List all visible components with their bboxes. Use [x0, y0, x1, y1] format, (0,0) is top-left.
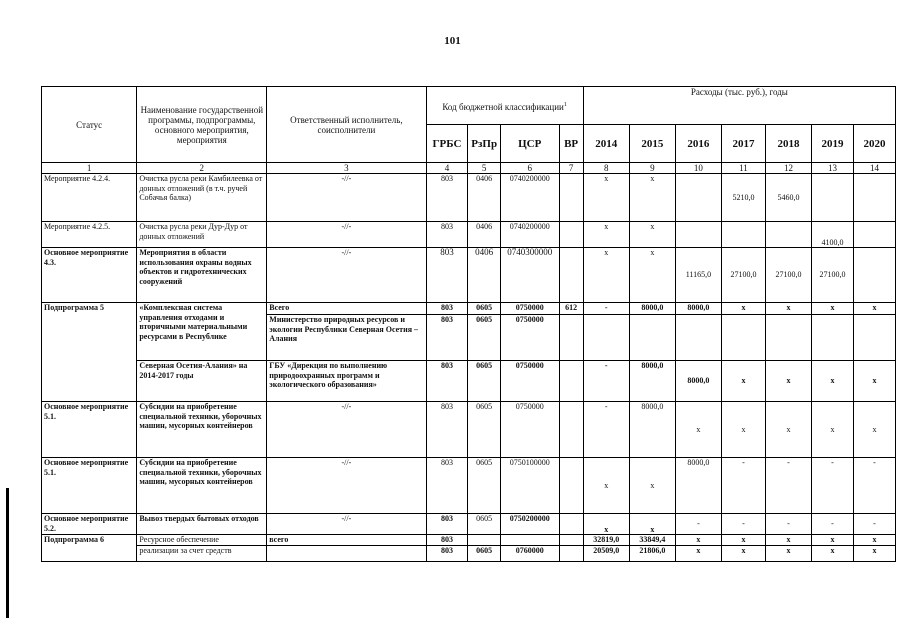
cell-2017: x: [721, 535, 765, 546]
row-name-part: Северная Осетия-Алания» на 2014-2017 годы: [137, 361, 267, 402]
row-status: Мероприятие 4.2.5.: [42, 222, 137, 248]
cell-rzpr: 0605: [468, 361, 500, 402]
page-number: 101: [444, 35, 461, 47]
row-name-part: Ресурсное обеспечение: [137, 535, 267, 546]
header-csr: ЦСР: [500, 125, 559, 163]
cell-2017: -: [721, 458, 765, 514]
cell-2017: x: [721, 546, 765, 562]
cell-rzpr: 0406: [468, 248, 500, 303]
cell-grbs: 803: [426, 315, 468, 361]
row-executor: -//-: [267, 222, 426, 248]
cell-rzpr: 0605: [468, 303, 500, 315]
cell-csr: 0750000: [500, 303, 559, 315]
cell-2015: x: [629, 514, 675, 535]
row-name-part: реализации за счет средств: [137, 546, 267, 562]
cell-2020: x: [853, 402, 895, 458]
cell-grbs: 803: [426, 514, 468, 535]
header-rzpr: РзПр: [468, 125, 500, 163]
col-number: 9: [629, 163, 675, 174]
cell-2018: -: [765, 514, 811, 535]
cell-2016: -: [675, 514, 721, 535]
cell-2016: x: [675, 402, 721, 458]
scan-margin-bar: [6, 488, 9, 618]
cell-2015: x: [629, 222, 675, 248]
cell-2020: [853, 174, 895, 222]
cell-2019: 4100,0: [812, 222, 854, 248]
cell-csr: 0760000: [500, 546, 559, 562]
row-executor: всего: [267, 535, 426, 546]
cell-2019: 27100,0: [812, 248, 854, 303]
table-row: [42, 222, 896, 248]
cell-2014: 20509,0: [583, 546, 629, 562]
col-number: 4: [426, 163, 468, 174]
row-executor: ГБУ «Дирекция по выполнению природоохранных программ и экологического образования»: [267, 361, 426, 402]
cell-2018: x: [765, 361, 811, 402]
col-number: 7: [559, 163, 583, 174]
cell-csr: 0750200000: [500, 514, 559, 535]
cell-csr: [500, 535, 559, 546]
col-number: 10: [675, 163, 721, 174]
cell-rzpr: 0605: [468, 514, 500, 535]
cell-2016: 8000,0: [675, 458, 721, 514]
cell-grbs: 803: [426, 248, 468, 303]
cell-2020: [853, 222, 895, 248]
header-budget-code-label: Код бюджетной классификации: [442, 101, 564, 112]
cell-csr: 0750100000: [500, 458, 559, 514]
header-year: 2016: [675, 125, 721, 163]
cell-2014: x: [583, 248, 629, 303]
row-status: Основное мероприятие 5.2.: [42, 514, 137, 535]
cell-2018: x: [765, 402, 811, 458]
cell-2016: 8000,0: [675, 303, 721, 315]
cell-2014: x: [583, 458, 629, 514]
row-status: Основное мероприятие 4.3.: [42, 248, 137, 303]
cell-vr: [559, 315, 583, 361]
row-executor: Всего: [267, 303, 426, 315]
cell-2015: 8000,0: [629, 303, 675, 315]
cell-rzpr: 0605: [468, 458, 500, 514]
cell-2020: -: [853, 514, 895, 535]
cell-2018: x: [765, 303, 811, 315]
cell-2017: -: [721, 514, 765, 535]
cell-2020: [853, 248, 895, 303]
col-number: 14: [853, 163, 895, 174]
row-name: Субсидии на приобретение специальной техники, уборочных машин, мусорных контейнеров: [137, 402, 267, 458]
cell-grbs: 803: [426, 361, 468, 402]
row-status: Подпрограмма 6: [42, 535, 137, 562]
table-row: [42, 546, 896, 562]
table-row: [42, 458, 896, 514]
table-row: [42, 303, 896, 315]
cell-vr: [559, 535, 583, 546]
cell-rzpr: 0605: [468, 402, 500, 458]
cell-2014: x: [583, 222, 629, 248]
cell-grbs: 803: [426, 546, 468, 562]
cell-vr: [559, 402, 583, 458]
cell-csr: 0740200000: [500, 222, 559, 248]
cell-2020: x: [853, 535, 895, 546]
row-executor: [267, 546, 426, 562]
cell-vr: [559, 546, 583, 562]
cell-2015: x: [629, 248, 675, 303]
cell-2018: -: [765, 458, 811, 514]
cell-csr: 0750000: [500, 361, 559, 402]
col-number: 5: [468, 163, 500, 174]
col-number: 2: [137, 163, 267, 174]
cell-2017: 5210,0: [721, 174, 765, 222]
table-row: [42, 514, 896, 535]
cell-2015: 33849,4: [629, 535, 675, 546]
cell-grbs: 803: [426, 303, 468, 315]
table-row: [42, 248, 896, 303]
cell-2014: -: [583, 402, 629, 458]
col-number: 12: [765, 163, 811, 174]
cell-2015: 21806,0: [629, 546, 675, 562]
col-number: 1: [42, 163, 137, 174]
cell-csr: 0740200000: [500, 174, 559, 222]
header-year: 2018: [765, 125, 811, 163]
cell-2016: x: [675, 535, 721, 546]
row-name: Мероприятия в области использования охраны водных объектов и гидротехнических сооружений: [137, 248, 267, 303]
cell-2020: x: [853, 303, 895, 315]
cell-2019: x: [812, 303, 854, 315]
cell-2017: 27100,0: [721, 248, 765, 303]
cell-2019: [812, 174, 854, 222]
cell-vr: [559, 361, 583, 402]
cell-2016: [675, 174, 721, 222]
cell-rzpr: 0406: [468, 174, 500, 222]
cell-2016: 11165,0: [675, 248, 721, 303]
header-grbs: ГРБС: [426, 125, 468, 163]
cell-csr: 0740300000: [500, 248, 559, 303]
col-number: 3: [267, 163, 426, 174]
header-year: 2014: [583, 125, 629, 163]
col-number: 6: [500, 163, 559, 174]
header-year: 2017: [721, 125, 765, 163]
cell-2014: [583, 315, 629, 361]
header-budget-code-sup: 1: [563, 101, 567, 108]
cell-csr: 0750000: [500, 402, 559, 458]
cell-2017: [721, 222, 765, 248]
cell-2014: x: [583, 514, 629, 535]
cell-grbs: 803: [426, 535, 468, 546]
cell-2019: x: [812, 546, 854, 562]
header-year: 2020: [853, 125, 895, 163]
cell-vr: [559, 174, 583, 222]
cell-grbs: 803: [426, 222, 468, 248]
cell-2014: -: [583, 303, 629, 315]
row-executor: -//-: [267, 248, 426, 303]
row-executor: -//-: [267, 514, 426, 535]
cell-2018: [765, 315, 811, 361]
cell-2015: x: [629, 458, 675, 514]
budget-table: [41, 86, 896, 562]
cell-2016: [675, 222, 721, 248]
row-executor: Министерство природных ресурсов и экологии Республики Северная Осетия – Алания: [267, 315, 426, 361]
cell-2019: x: [812, 535, 854, 546]
cell-2014: 32819,0: [583, 535, 629, 546]
row-executor: -//-: [267, 402, 426, 458]
cell-2017: x: [721, 361, 765, 402]
cell-2015: [629, 315, 675, 361]
cell-2019: x: [812, 361, 854, 402]
cell-grbs: 803: [426, 458, 468, 514]
cell-2017: x: [721, 303, 765, 315]
table-row: [42, 174, 896, 222]
cell-vr: [559, 222, 583, 248]
row-name: Очистка русла реки Дур-Дур от донных отложений: [137, 222, 267, 248]
cell-2019: [812, 315, 854, 361]
cell-2015: x: [629, 174, 675, 222]
table-row: [42, 402, 896, 458]
cell-2017: [721, 315, 765, 361]
cell-2015: 8000,0: [629, 361, 675, 402]
cell-grbs: 803: [426, 402, 468, 458]
row-name: Субсидии на приобретение специальной техники, уборочных машин, мусорных контейнеров: [137, 458, 267, 514]
col-number: 8: [583, 163, 629, 174]
cell-2018: x: [765, 535, 811, 546]
row-status: Подпрограмма 5: [42, 303, 137, 402]
cell-2019: x: [812, 402, 854, 458]
cell-2020: x: [853, 546, 895, 562]
cell-2018: x: [765, 546, 811, 562]
table-row: [42, 361, 896, 402]
row-name: Вывоз твердых бытовых отходов: [137, 514, 267, 535]
cell-rzpr: 0605: [468, 315, 500, 361]
header-year: 2019: [812, 125, 854, 163]
row-name-part: «Комплексная система управления отходами и вторичными материальными ресурсами в Республике: [137, 303, 267, 361]
cell-2020: x: [853, 361, 895, 402]
header-name: Наименование государственной программы, подпрограммы, основного мероприятия, мероприятия: [137, 87, 267, 163]
header-vr: ВР: [559, 125, 583, 163]
cell-2014: x: [583, 174, 629, 222]
row-status: Основное мероприятие 5.1.: [42, 458, 137, 514]
col-number: 11: [721, 163, 765, 174]
table-row: [42, 535, 896, 546]
cell-2018: 5460,0: [765, 174, 811, 222]
cell-2016: 8000,0: [675, 361, 721, 402]
col-number: 13: [812, 163, 854, 174]
cell-2015: 8000,0: [629, 402, 675, 458]
cell-vr: 612: [559, 303, 583, 315]
row-status: Мероприятие 4.2.4.: [42, 174, 137, 222]
cell-2019: -: [812, 458, 854, 514]
header-year: 2015: [629, 125, 675, 163]
header-status: Статус: [42, 87, 137, 163]
row-name: Очистка русла реки Камбилеевка от донных отложений (в т.ч. ручей Собачья балка): [137, 174, 267, 222]
cell-rzpr: 0406: [468, 222, 500, 248]
cell-vr: [559, 248, 583, 303]
cell-vr: [559, 514, 583, 535]
cell-2016: x: [675, 546, 721, 562]
cell-2018: [765, 222, 811, 248]
cell-2014: -: [583, 361, 629, 402]
cell-vr: [559, 458, 583, 514]
row-executor: -//-: [267, 458, 426, 514]
header-executor: Ответственный исполнитель, соисполнители: [267, 87, 426, 163]
header-budget-code: [426, 87, 583, 125]
cell-2018: 27100,0: [765, 248, 811, 303]
cell-2016: [675, 315, 721, 361]
cell-2020: -: [853, 458, 895, 514]
cell-rzpr: [468, 535, 500, 546]
cell-rzpr: 0605: [468, 546, 500, 562]
row-status: Основное мероприятие 5.1.: [42, 402, 137, 458]
cell-2019: -: [812, 514, 854, 535]
cell-csr: 0750000: [500, 315, 559, 361]
row-executor: -//-: [267, 174, 426, 222]
cell-grbs: 803: [426, 174, 468, 222]
cell-2017: x: [721, 402, 765, 458]
cell-2020: [853, 315, 895, 361]
header-expenses: Расходы (тыс. руб.), годы: [583, 87, 895, 125]
